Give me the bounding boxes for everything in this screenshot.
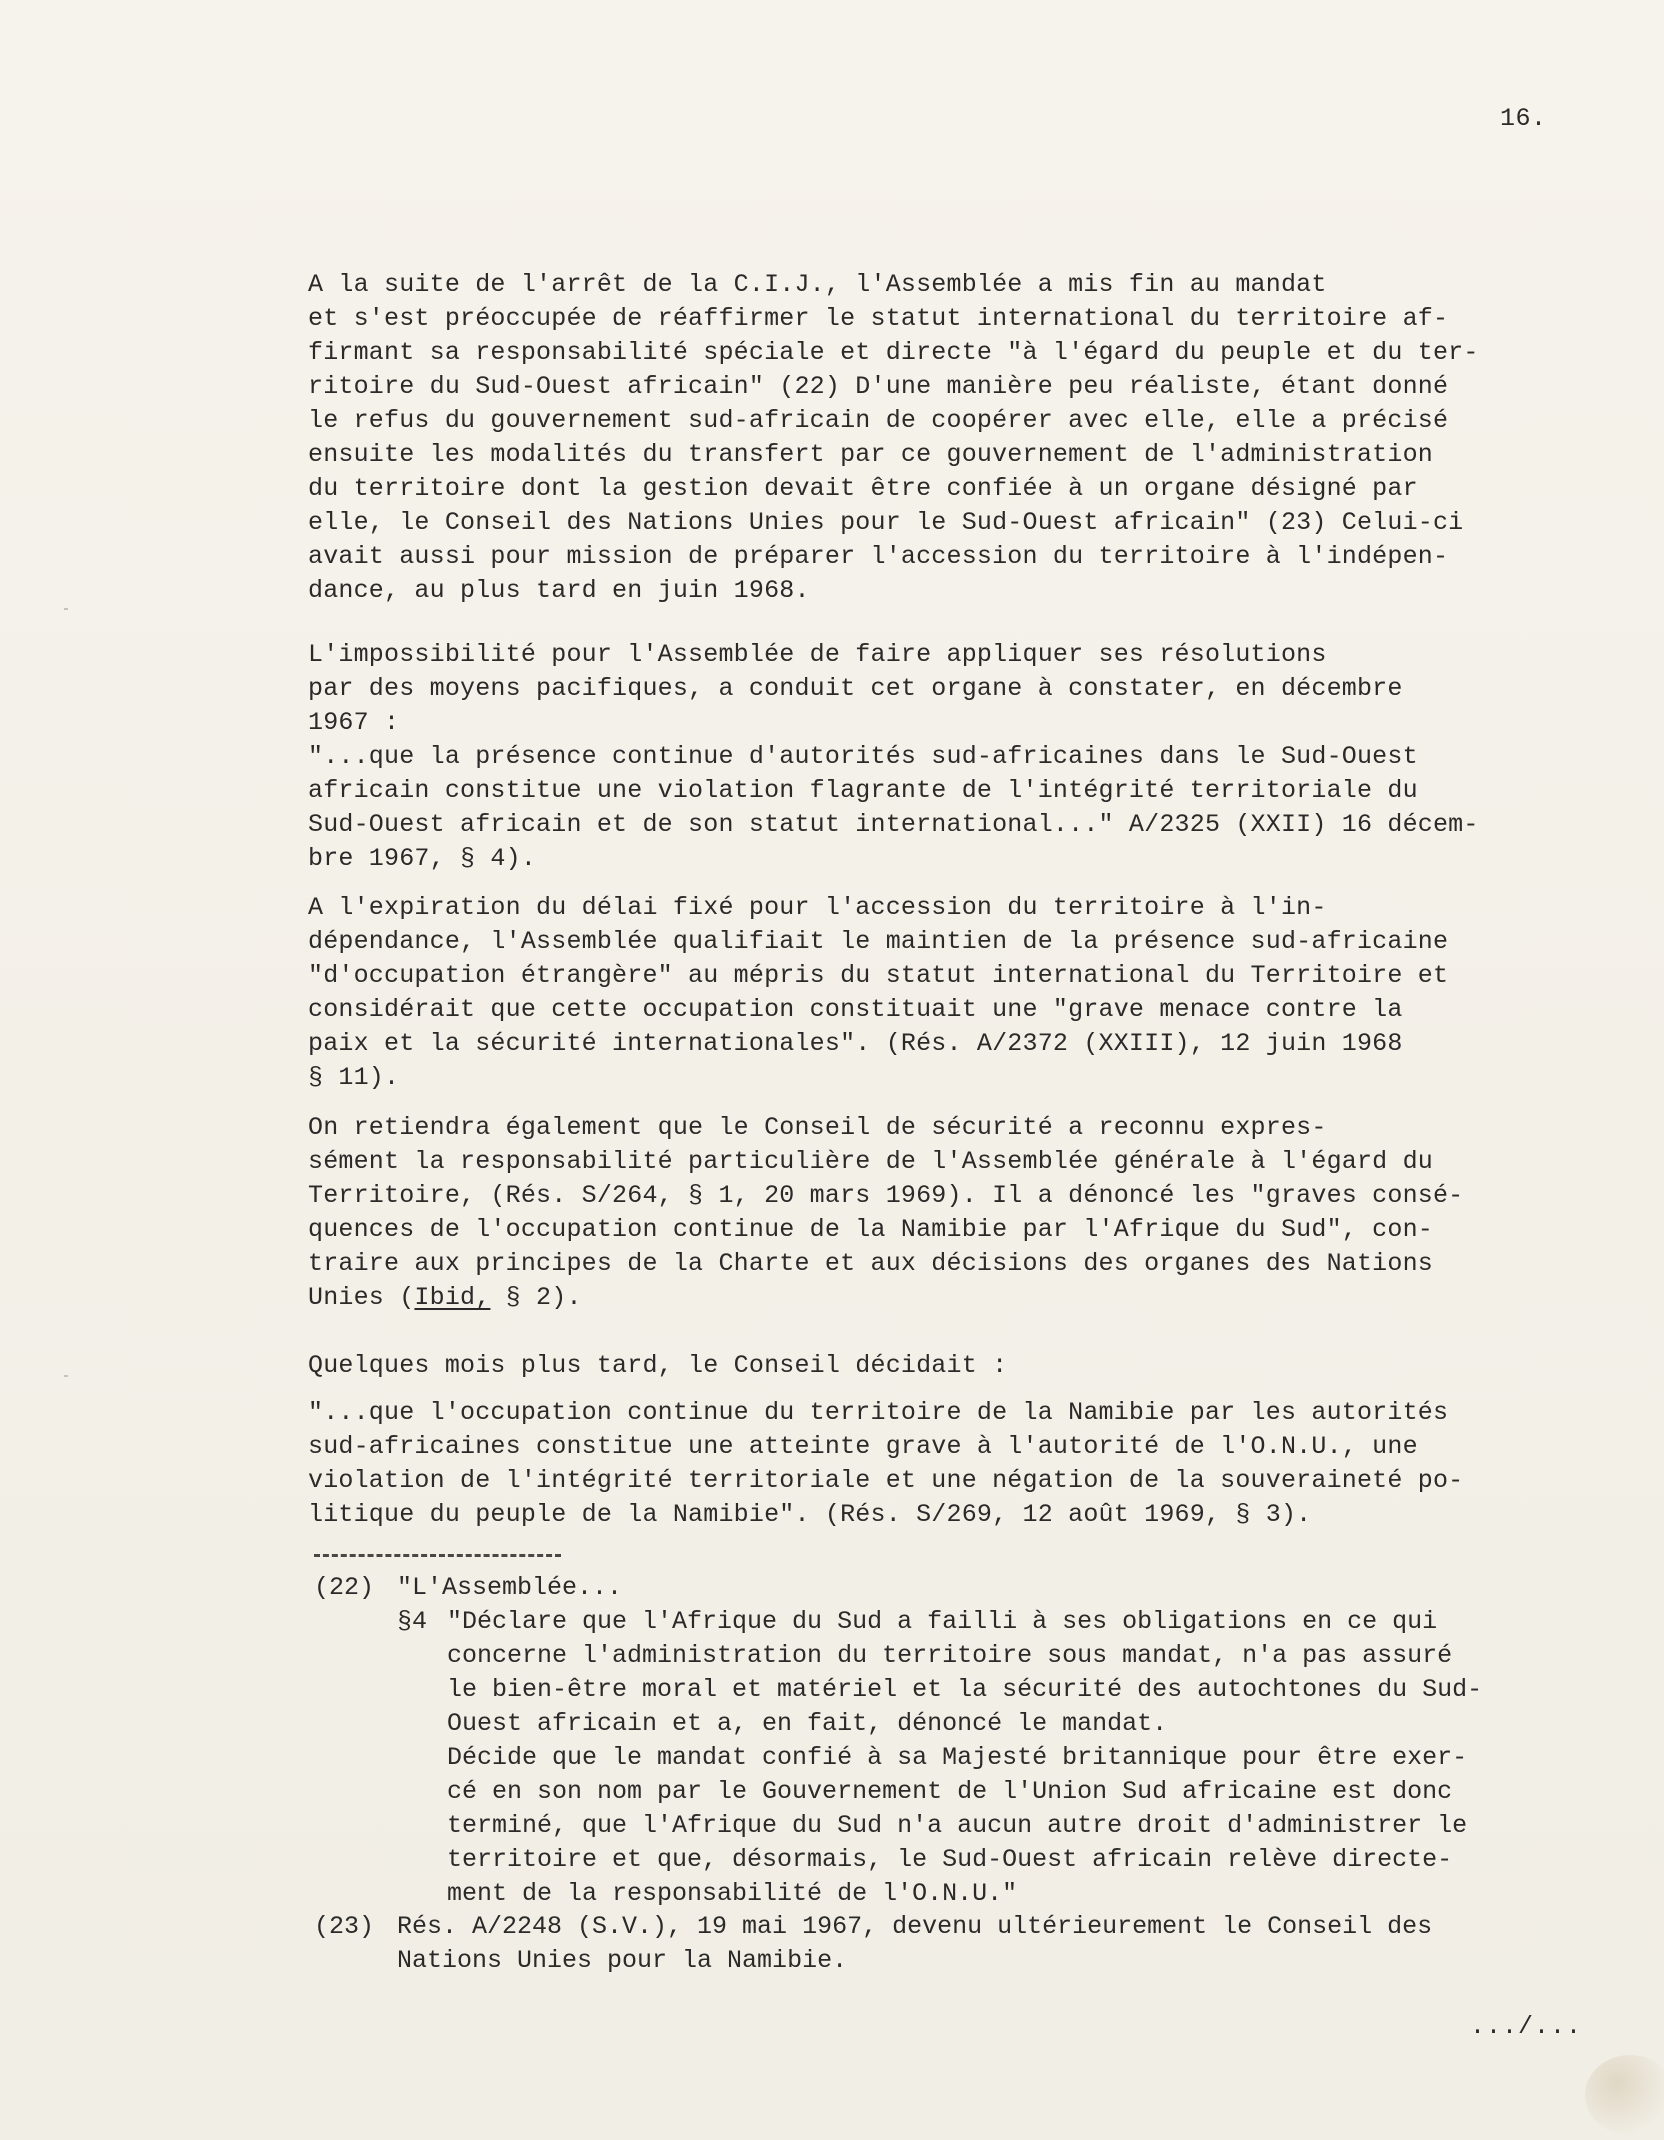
- paragraph-cij-judgment: A la suite de l'arrêt de la C.I.J., l'Assemblée a mis fin au mandat et s'est préoccupée de réaffirmer le statut international du territoire af- firmant sa responsabilité spéciale et directe "à l'égard du peuple et du ter- ritoire du Sud-Ouest africain" (22) D'une manière peu réaliste, étant donné le refus du gouvernement sud-africain de coopérer avec elle, elle a précisé ensuite les modalités du transfert par ce gouvernement de l'administration du territoire dont la gestion devait être confiée à un organe désigné par elle, le Conseil des Nations Unies pour le Sud-Ouest africain" (23) Celui-ci avait aussi pour mission de préparer l'accession du territoire à l'indépen- dance, au plus tard en juin 1968.: [308, 270, 1479, 605]
- footnote-22-intro: "L'Assemblée...: [397, 1573, 623, 1602]
- footnote-22-marker: (22): [314, 1573, 375, 1602]
- paragraph-security-council-end: § 2).: [490, 1283, 582, 1312]
- paragraph-council-decision-quote: "...que l'occupation continue du territoire de la Namibie par les autorités sud-africaines constitue une atteinte grave à l'autorité de l'O.N.U., une violation de l'intégrité territoriale et une négation de la souveraineté po- litique du peuple de la Namibie". (Rés. S/269, 12 août 1969, § 3).: [308, 1398, 1464, 1529]
- footnote-23-marker: (23): [314, 1912, 375, 1941]
- footnote-separator: [314, 1554, 561, 1557]
- paragraph-security-council-text: On retiendra également que le Conseil de sécurité a reconnu expres- sément la responsabilité particulière de l'Assemblée générale à l'égard du Territoire, (Rés. S/264, § 1, 20 mars 1969). Il a dénoncé les "graves consé- quences de l'occupation continue de la Namibie par l'Afrique du Sud", con- traire aux principes de la Charte et aux décisions des organes des Nations Unies (: [308, 1113, 1464, 1312]
- footnote-22-body: "Déclare que l'Afrique du Sud a failli à ses obligations en ce qui concerne l'administration du territoire sous mandat, n'a pas assuré le bien-être moral et matériel et la sécurité des autochtones du Sud- Ouest africain et a, en fait, dénoncé le mandat. Décide que le mandat confié à sa Majesté britannique pour être exer- cé en son nom par le Gouvernement de l'Union Sud africaine est donc terminé, que l'Afrique du Sud n'a aucun autre droit d'administrer le territoire et que, désormais, le Sud-Ouest africain relève directe- ment de la responsabilité de l'O.N.U.": [447, 1607, 1483, 1908]
- paragraph-council-decision-intro: Quelques mois plus tard, le Conseil décidait :: [308, 1351, 1008, 1380]
- continuation-marker: .../...: [1470, 2012, 1583, 2041]
- page-number: 16.: [1500, 104, 1547, 133]
- paragraph-assembly-resolution-1967: L'impossibilité pour l'Assemblée de faire appliquer ses résolutions par des moyens pacifiques, a conduit cet organe à constater, en décembre 1967 : "...que la présence continue d'autorités sud-africaines dans le Sud-Ouest africain constitue une violation flagrante de l'intégrité territoriale du Sud-Ouest africain et de son statut international..." A/2325 (XXII) 16 décem- bre 1967, § 4).: [308, 640, 1479, 873]
- margin-mark: [64, 1375, 68, 1377]
- paragraph-security-council: [308, 1111, 1583, 1315]
- footnote-23-body: Rés. A/2248 (S.V.), 19 mai 1967, devenu ultérieurement le Conseil des Nations Unies pour la Namibie.: [397, 1912, 1433, 1975]
- footnote-22-section-mark: §4: [397, 1607, 428, 1636]
- paper-stain: [1585, 2055, 1664, 2135]
- paragraph-foreign-occupation: A l'expiration du délai fixé pour l'accession du territoire à l'in- dépendance, l'Assemblée qualifiait le maintien de la présence sud-africaine "d'occupation étrangère" au mépris du statut international du Territoire et considérait que cette occupation constituait une "grave menace contre la paix et la sécurité internationales". (Rés. A/2372 (XXIII), 12 juin 1968 § 11).: [308, 893, 1449, 1092]
- ibid-reference: Ibid,: [414, 1283, 491, 1312]
- margin-mark: [64, 608, 68, 610]
